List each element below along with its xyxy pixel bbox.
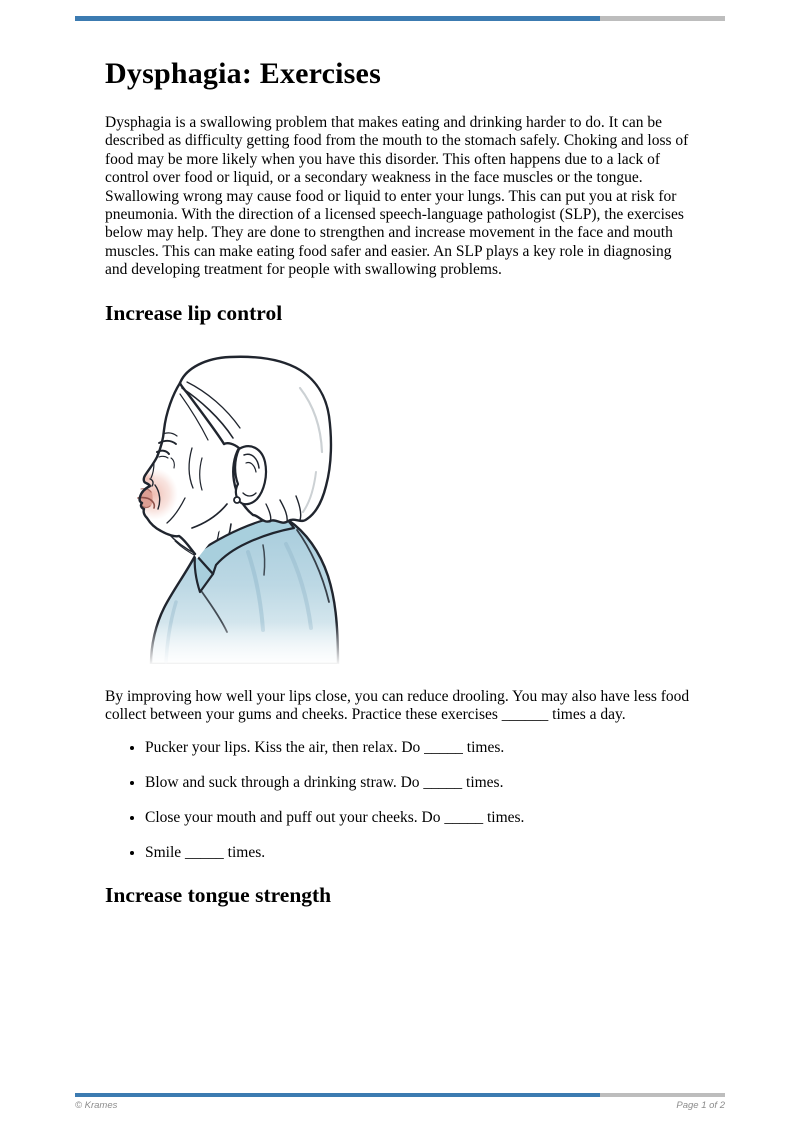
footer-rule: [75, 1093, 725, 1097]
page-footer: [75, 1093, 725, 1111]
list-item: • Close your mouth and puff out your cheeks. Do _____ times.: [145, 809, 695, 827]
list-item: • Blow and suck through a drinking straw. Do _____ times.: [145, 774, 695, 792]
section-heading-lip-control: Increase lip control: [105, 300, 283, 325]
pucker-lips-illustration: [130, 352, 390, 664]
list-item: • Pucker your lips. Kiss the air, then relax. Do _____ times.: [145, 739, 695, 757]
lip-exercises-list: [105, 739, 695, 862]
lip-control-paragraph: By improving how well your lips close, you can reduce drooling. You may also have less food collect between your gums and cheeks. Practice these exercises ______ times a day.: [105, 687, 690, 724]
intro-paragraph: Dysphagia is a swallowing problem that makes eating and drinking harder to do. It can be described as difficulty getting food from the mouth to the stomach safely. Choking and loss of food may be more likely when you have this disorder. This often happens due to a lack of control over food or liquid, or a secondary weakness in the face muscles or the tongue. Swallowing wrong may cause food or liquid to enter your lungs. This can put you at risk for pneumonia. With the direction of a licensed speech-language pathologist (SLP), the exercises below may help. They are done to strengthen and increase movement in the face and mouth muscles. This can make eating food safer and easier. An SLP plays a key role in diagnosing and developing treatment for people with swallowing problems.: [105, 114, 689, 279]
copyright-text: © Krames: [75, 1100, 118, 1111]
list-item: • Smile _____ times.: [145, 844, 695, 862]
section-heading-tongue-strength: Increase tongue strength: [105, 882, 332, 907]
page-title: Dysphagia: Exercises: [105, 57, 381, 90]
footer-rule-gray-segment: [600, 1093, 725, 1097]
document-body: [105, 0, 695, 908]
page-number: Page 1 of 2: [676, 1100, 725, 1111]
woman-profile-puckered-lips-drawing: [130, 352, 390, 664]
footer-rule-blue-segment: [75, 1093, 600, 1097]
